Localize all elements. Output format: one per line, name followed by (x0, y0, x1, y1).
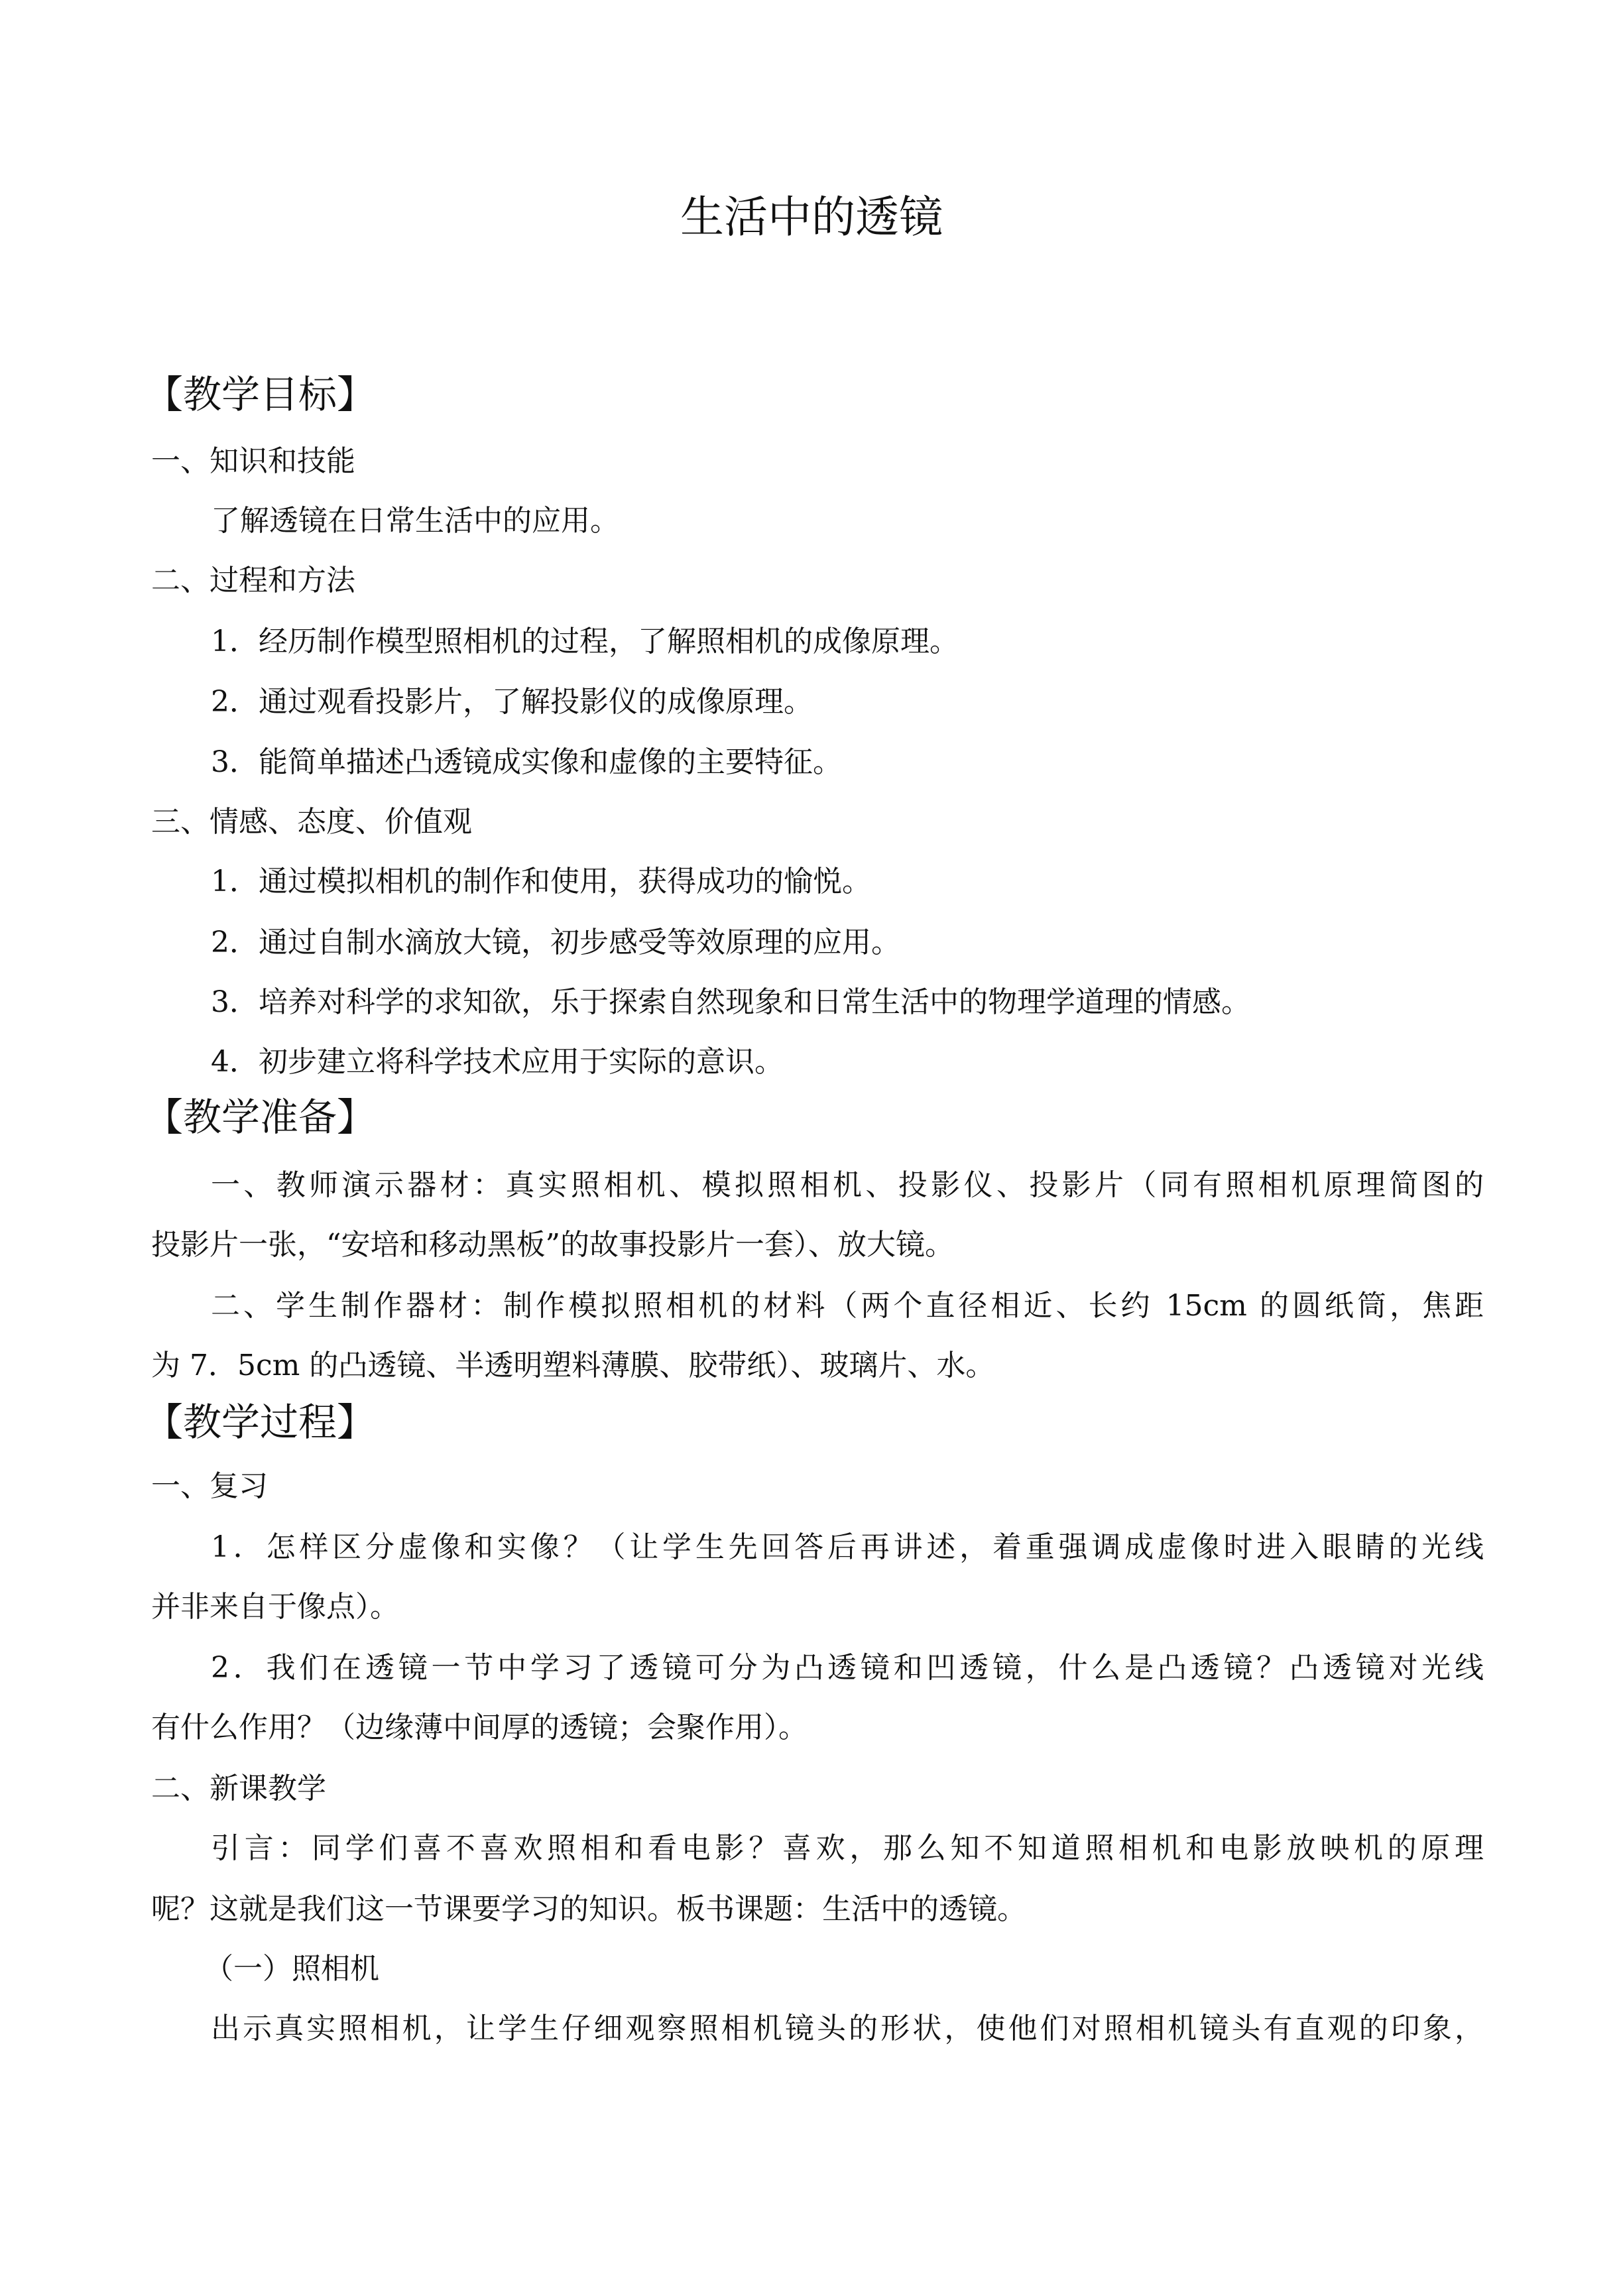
subheading-process-methods: 二、过程和方法 (151, 564, 355, 597)
list-item: 1．经历制作模型照相机的过程，了解照相机的成像原理。 (211, 625, 959, 658)
paragraph-line: 1．怎样区分虚像和实像？（让学生先回答后再讲述，着重强调成虚像时进入眼睛的光线 (211, 1530, 1484, 1564)
paragraph-line: 2．我们在透镜一节中学习了透镜可分为凸透镜和凹透镜，什么是凸透镜？凸透镜对光线 (211, 1651, 1484, 1685)
subheading-review: 一、复习 (151, 1469, 268, 1503)
paragraph-line: 了解透镜在日常生活中的应用。 (211, 504, 619, 538)
list-item: 3．能简单描述凸透镜成实像和虚像的主要特征。 (211, 745, 842, 779)
paragraph-line: 引言：同学们喜不喜欢照相和看电影？喜欢，那么知不知道照相机和电影放映机的原理 (211, 1831, 1484, 1865)
subheading-camera: （一）照相机 (204, 1952, 379, 1986)
subheading-emotions-values: 三、情感、态度、价值观 (151, 805, 472, 839)
paragraph-line: 一、教师演示器材：真实照相机、模拟照相机、投影仪、投影片（同有照相机原理简图的 (211, 1168, 1484, 1202)
list-item: 2．通过观看投影片，了解投影仪的成像原理。 (211, 685, 813, 719)
paragraph-line: 为 7．5cm 的凸透镜、半透明塑料薄膜、胶带纸）、玻璃片、水。 (151, 1349, 995, 1382)
paragraph-line: 有什么作用？（边缘薄中间厚的透镜；会聚作用）。 (151, 1711, 808, 1744)
section-heading-teaching-goals: 【教学目标】 (145, 372, 376, 417)
subheading-new-lesson: 二、新课教学 (151, 1772, 326, 1805)
list-item: 4．初步建立将科学技术应用于实际的意识。 (211, 1045, 784, 1079)
list-item: 2．通过自制水滴放大镜，初步感受等效原理的应用。 (211, 926, 900, 959)
paragraph-line: 并非来自于像点）。 (151, 1590, 399, 1624)
document-title: 生活中的透镜 (680, 192, 943, 243)
section-heading-teaching-prep: 【教学准备】 (145, 1095, 376, 1140)
paragraph-line: 呢？这就是我们这一节课要学习的知识。板书课题：生活中的透镜。 (151, 1892, 1026, 1926)
subheading-knowledge-skills: 一、知识和技能 (151, 444, 355, 478)
paragraph-line: 二、学生制作器材：制作模拟照相机的材料（两个直径相近、长约 15cm 的圆纸筒，焦距 (211, 1289, 1484, 1323)
list-item: 3．培养对科学的求知欲，乐于探索自然现象和日常生活中的物理学道理的情感。 (211, 985, 1250, 1019)
section-heading-teaching-process: 【教学过程】 (145, 1400, 376, 1445)
paragraph-line: 出示真实照相机，让学生仔细观察照相机镜头的形状，使他们对照相机镜头有直观的印象， (211, 2012, 1484, 2045)
list-item: 1．通过模拟相机的制作和使用，获得成功的愉悦。 (211, 865, 871, 898)
paragraph-line: 投影片一张，“安培和移动黑板”的故事投影片一套）、放大镜。 (151, 1228, 954, 1262)
